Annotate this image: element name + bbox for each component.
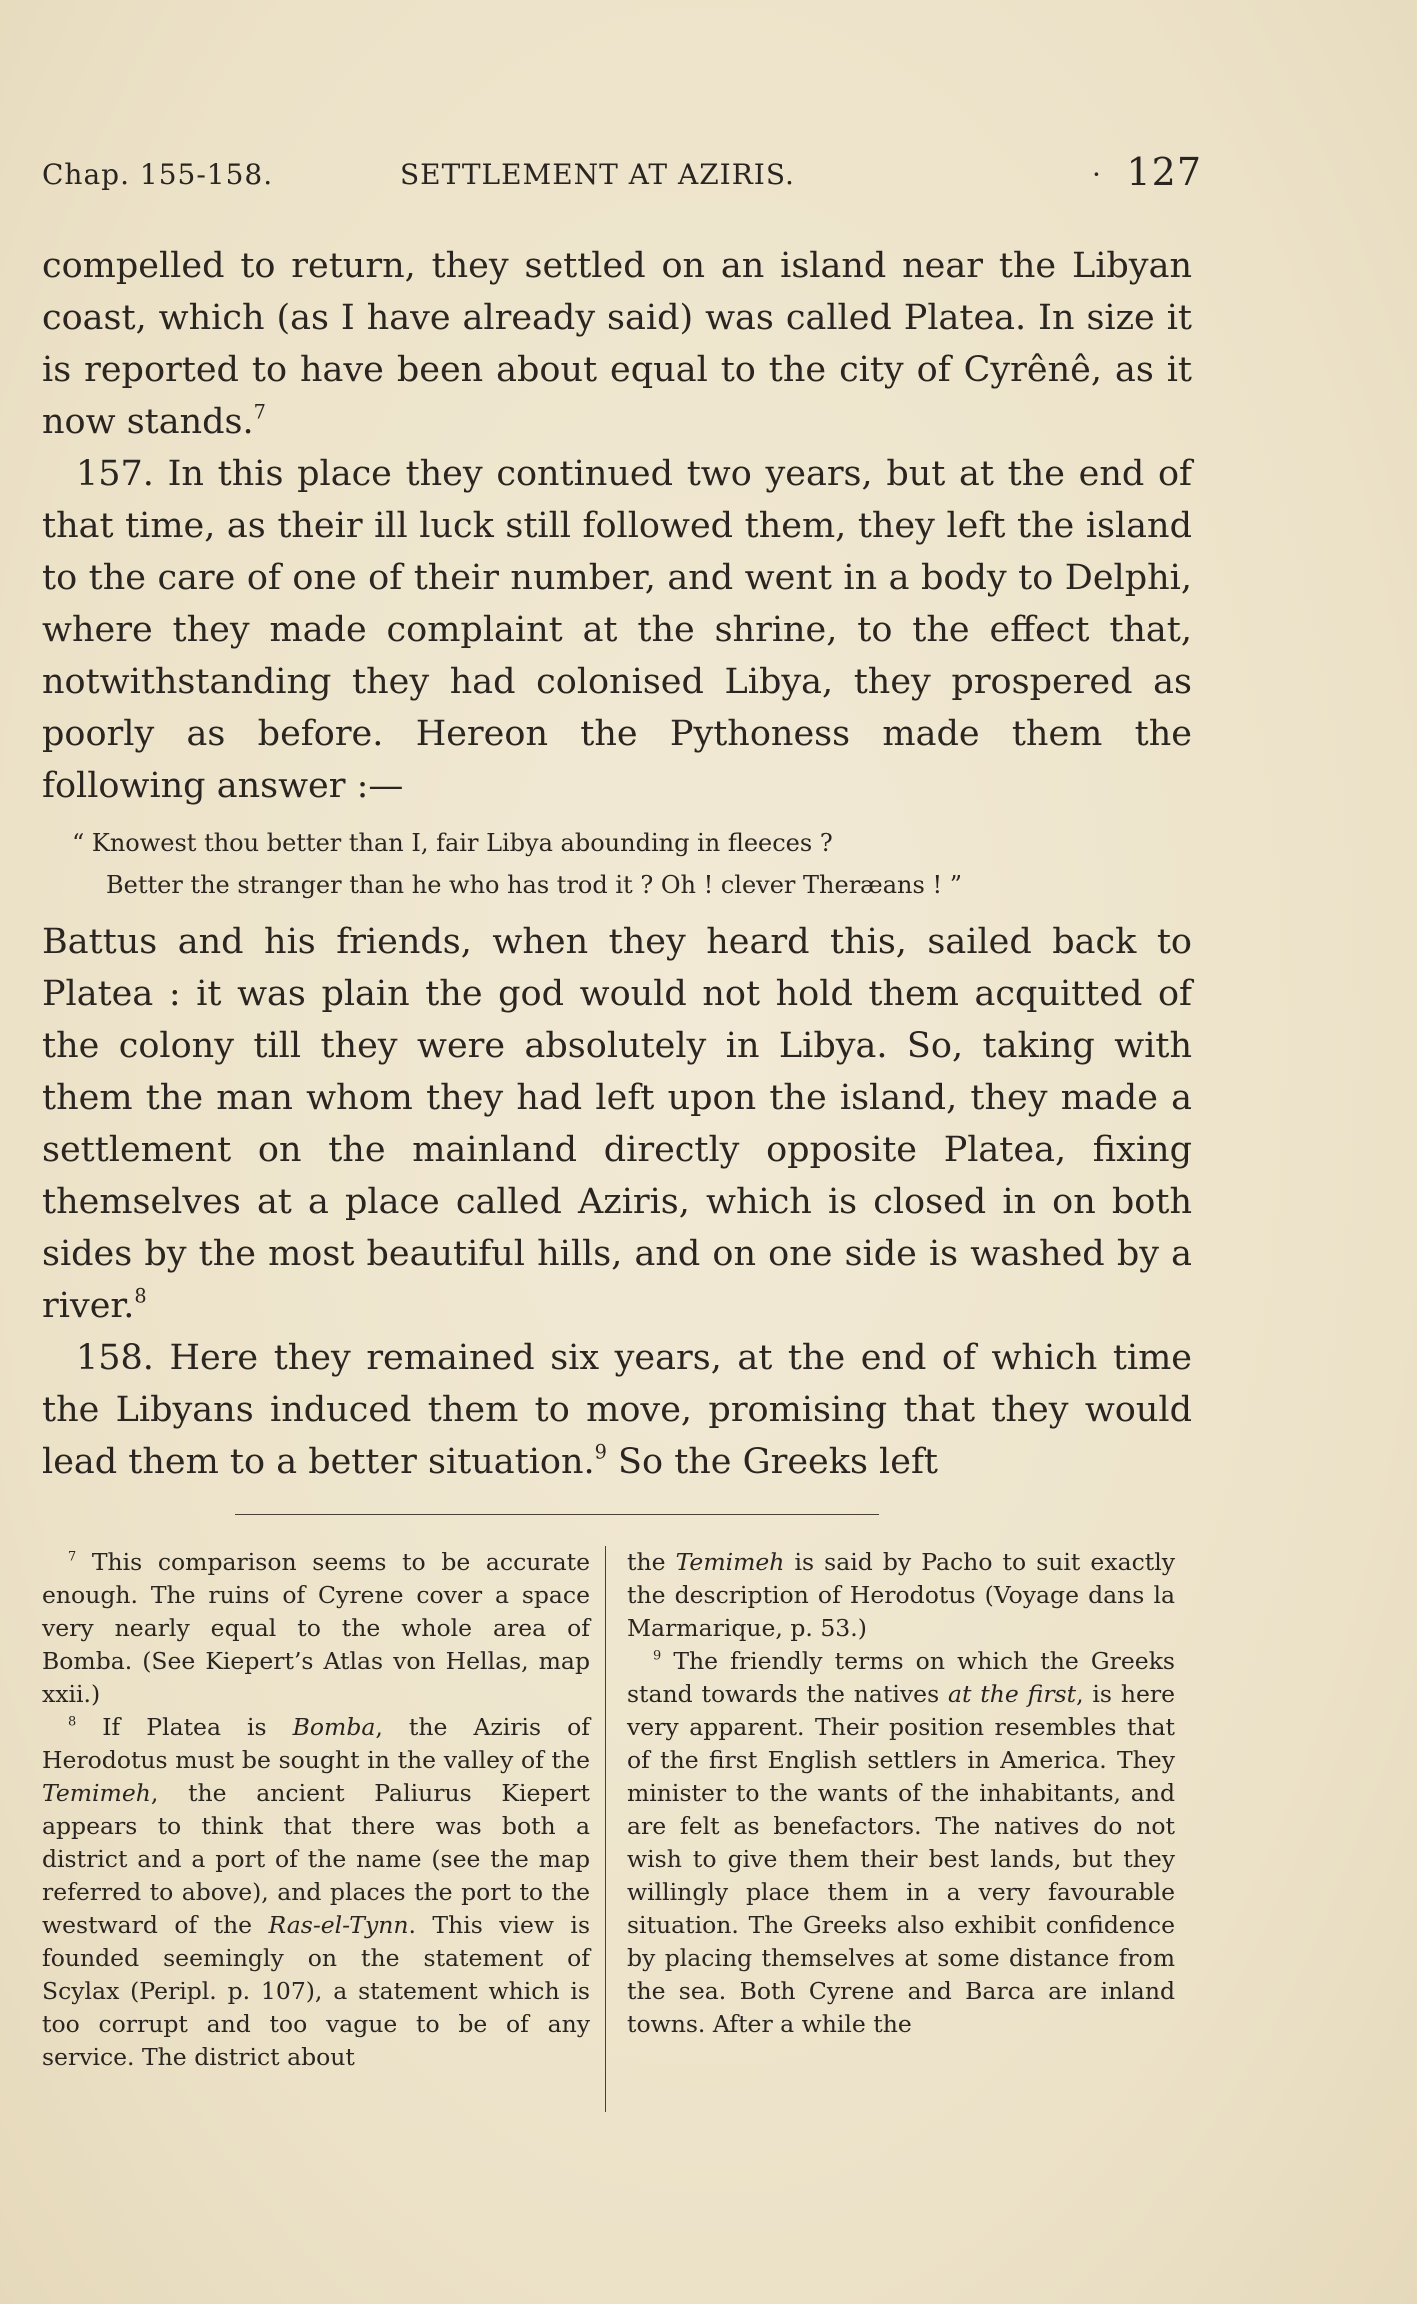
main-text <box>42 240 1192 1488</box>
paragraph-battus: Battus and his friends, when they heard this, sailed back to Platea : it was plain the god would not hold them acquitted of the colony till they were absolutely in Libya. So, taking with them the man whom they had left upon the island, they made a settlement on the mainland directly opposite Platea, fixing themselves at a place called Aziris, which is closed in on both sides by the most beautiful hills, and on one side is washed by a river.$^8$ <box>42 922 1192 1326</box>
header-dot: · <box>1092 158 1102 191</box>
running-header <box>42 150 1202 200</box>
footnote-8: $^8$ If Platea is Bomba, the Aziris of Herodotus must be sought in the valley of the Temimeh, the ancient Paliurus Kiepert appears to think that there was both a district and a port of the name (see the map referred to above), and places the port to the westward of the Ras-el-Tynn. This view is founded seemingly on the statement of Scylax (Peripl. p. 107), a statement which is too corrupt and too vague to be of any service. The district about <box>42 1713 591 2071</box>
footnote-8-continuation: the Temimeh is said by Pacho to suit exactly the description of Herodotus (Voyage dans la Marmarique, p. 53.) <box>627 1548 1175 1642</box>
verse-line-1: “ Knowest thou better than I, fair Libya abounding in fleeces ? <box>72 829 833 857</box>
paragraph-157: 157. In this place they continued two years, but at the end of that time, as their ill luck still followed them, they left the island to the care of one of their number, and went in a body to Delphi, where they made complaint at the shrine, to the effect that, notwithstanding they had colonised Libya, they prospered as poorly as before. Hereon the Pythoness made them the following answer :— <box>42 454 1192 806</box>
footnote-7: $^7$ This comparison seems to be accurate enough. The ruins of Cyrene cover a space very nearly equal to the whole area of Bomba. (See Kiepert’s Atlas von Hellas, map xxii.) <box>42 1548 590 1708</box>
paragraph-continuation: compelled to return, they settled on an island near the Libyan coast, which (as I have already said) was called Platea. In size it is reported to have been about equal to the city of Cyrênê, as it now stands.$^7$ <box>42 246 1192 442</box>
verse-line-2: Better the stranger than he who has trod it ? Oh ! clever Theræans ! ” <box>106 871 962 899</box>
footnote-column-divider <box>605 1546 606 2112</box>
chapter-reference: Chap. 155-158. <box>42 158 274 191</box>
footnote-ref-8: 8 <box>134 1284 147 1308</box>
paragraph-158: 158. Here they remained six years, at the end of which time the Libyans induced them to move, promising that they would lead them to a better situation.$^9$ So the Greeks left <box>42 1338 1192 1482</box>
footnotes-left-column <box>42 1546 590 2074</box>
footnote-ref-9: 9 <box>594 1440 607 1464</box>
running-title: SETTLEMENT AT AZIRIS. <box>400 158 795 191</box>
footnote-ref-7: 7 <box>253 400 266 424</box>
footnotes-right-column <box>627 1546 1175 2041</box>
oracle-verse <box>72 822 1192 906</box>
page-number: 127 <box>1126 150 1202 194</box>
footnote-separator <box>235 1514 879 1515</box>
footnote-9: $^9$ The friendly terms on which the Greeks stand towards the natives at the first, is here very apparent. Their position resembles that of the first English settlers in America. They minister to the wants of the inhabitants, and are felt as benefactors. The natives do not wish to give them their best lands, but they willingly place them in a very favourable situation. The Greeks also exhibit confidence by placing themselves at some distance from the sea. Both Cyrene and Barca are inland towns. After a while the <box>627 1647 1175 2038</box>
